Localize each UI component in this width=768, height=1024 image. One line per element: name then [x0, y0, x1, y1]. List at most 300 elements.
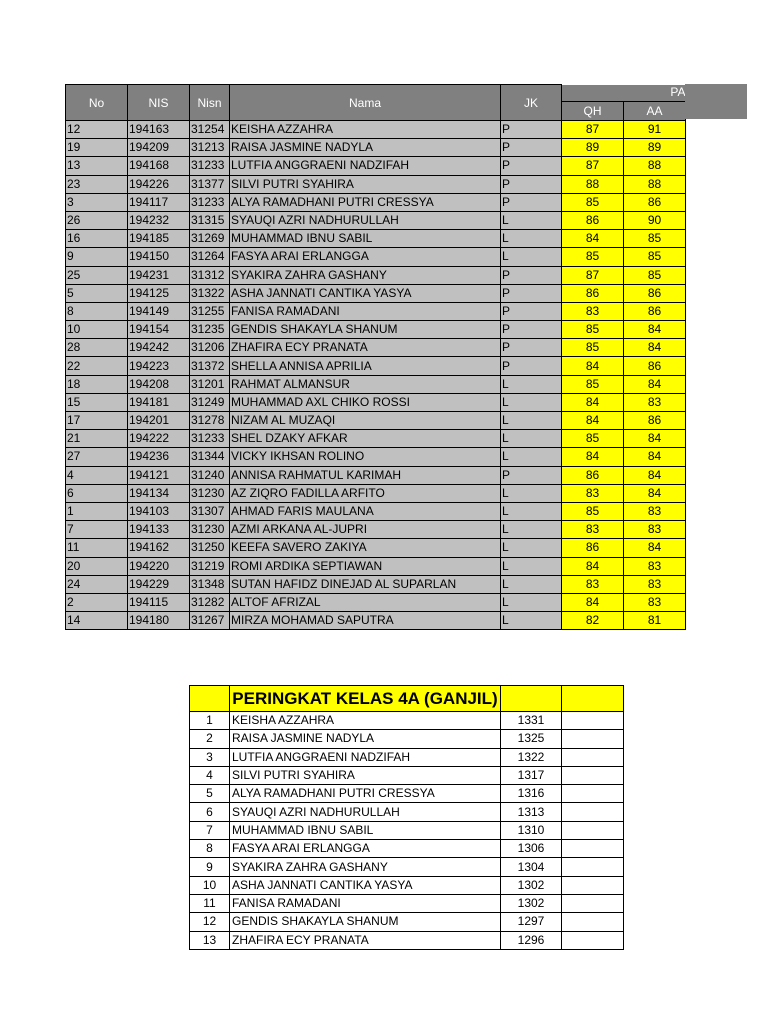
rank-name[interactable]: SYAUQI AZRI NADHURULLAH — [230, 803, 501, 821]
rank-extra[interactable] — [562, 858, 624, 876]
cell-jk[interactable]: P — [501, 193, 562, 211]
cell-qh[interactable]: 86 — [562, 539, 624, 557]
rank-name[interactable]: KEISHA AZZAHRA — [230, 712, 501, 730]
cell-nisn[interactable]: 31230 — [190, 484, 230, 502]
header-no[interactable]: No — [66, 85, 128, 121]
cell-qh[interactable]: 85 — [562, 321, 624, 339]
rank-name[interactable]: ASHA JANNATI CANTIKA YASYA — [230, 876, 501, 894]
cell-nis[interactable]: 194201 — [128, 412, 190, 430]
table-row[interactable] — [66, 575, 686, 593]
cell-nisn[interactable]: 31315 — [190, 211, 230, 229]
cell-nama[interactable]: VICKY IKHSAN ROLINO — [230, 448, 501, 466]
cell-nis[interactable]: 194226 — [128, 175, 190, 193]
cell-aa[interactable]: 83 — [624, 393, 686, 411]
table-row[interactable] — [66, 612, 686, 630]
rank-name[interactable]: RAISA JASMINE NADYLA — [230, 730, 501, 748]
cell-nis[interactable]: 194163 — [128, 121, 190, 139]
cell-no[interactable]: 2 — [66, 593, 128, 611]
rank-number[interactable]: 1 — [190, 712, 230, 730]
cell-no[interactable]: 12 — [66, 121, 128, 139]
cell-nama[interactable]: NIZAM AL MUZAQI — [230, 412, 501, 430]
cell-qh[interactable]: 82 — [562, 612, 624, 630]
cell-nis[interactable]: 194232 — [128, 211, 190, 229]
cell-nama[interactable]: ZHAFIRA ECY PRANATA — [230, 339, 501, 357]
cell-nis[interactable]: 194115 — [128, 593, 190, 611]
rank-name[interactable]: FASYA ARAI ERLANGGA — [230, 840, 501, 858]
rank-extra[interactable] — [562, 913, 624, 931]
rank-number[interactable]: 10 — [190, 876, 230, 894]
cell-nisn[interactable]: 31348 — [190, 575, 230, 593]
cell-nis[interactable]: 194125 — [128, 284, 190, 302]
cell-no[interactable]: 24 — [66, 575, 128, 593]
cell-nis[interactable]: 194220 — [128, 557, 190, 575]
cell-no[interactable]: 7 — [66, 521, 128, 539]
cell-nis[interactable]: 194150 — [128, 248, 190, 266]
cell-qh[interactable]: 87 — [562, 266, 624, 284]
ranking-row[interactable] — [190, 803, 624, 821]
cell-no[interactable]: 26 — [66, 211, 128, 229]
cell-nisn[interactable]: 31255 — [190, 302, 230, 320]
table-row[interactable] — [66, 139, 686, 157]
cell-nisn[interactable]: 31230 — [190, 521, 230, 539]
table-row[interactable] — [66, 284, 686, 302]
rank-number[interactable]: 9 — [190, 858, 230, 876]
cell-aa[interactable]: 81 — [624, 612, 686, 630]
rank-name[interactable]: LUTFIA ANGGRAENI NADZIFAH — [230, 748, 501, 766]
cell-jk[interactable]: L — [501, 393, 562, 411]
cell-jk[interactable]: P — [501, 175, 562, 193]
cell-jk[interactable]: L — [501, 375, 562, 393]
rank-name[interactable]: FANISA RAMADANI — [230, 894, 501, 912]
cell-nama[interactable]: ANNISA RAHMATUL KARIMAH — [230, 466, 501, 484]
cell-aa[interactable]: 85 — [624, 266, 686, 284]
cell-no[interactable]: 9 — [66, 248, 128, 266]
cell-nisn[interactable]: 31322 — [190, 284, 230, 302]
cell-nisn[interactable]: 31307 — [190, 502, 230, 520]
cell-no[interactable]: 11 — [66, 539, 128, 557]
table-row[interactable] — [66, 375, 686, 393]
cell-qh[interactable]: 85 — [562, 375, 624, 393]
cell-nama[interactable]: LUTFIA ANGGRAENI NADZIFAH — [230, 157, 501, 175]
cell-nisn[interactable]: 31254 — [190, 121, 230, 139]
rank-score[interactable]: 1316 — [501, 785, 562, 803]
rank-number[interactable]: 7 — [190, 821, 230, 839]
ranking-row[interactable] — [190, 712, 624, 730]
cell-nama[interactable]: SHELLA ANNISA APRILIA — [230, 357, 501, 375]
cell-no[interactable]: 4 — [66, 466, 128, 484]
cell-qh[interactable]: 84 — [562, 412, 624, 430]
cell-qh[interactable]: 85 — [562, 193, 624, 211]
cell-nama[interactable]: ASHA JANNATI CANTIKA YASYA — [230, 284, 501, 302]
header-nama[interactable]: Nama — [230, 85, 501, 121]
cell-nama[interactable]: ALTOF AFRIZAL — [230, 593, 501, 611]
cell-nis[interactable]: 194222 — [128, 430, 190, 448]
rank-number[interactable]: 2 — [190, 730, 230, 748]
cell-nama[interactable]: MIRZA MOHAMAD SAPUTRA — [230, 612, 501, 630]
table-row[interactable] — [66, 557, 686, 575]
cell-nama[interactable]: AZ ZIQRO FADILLA ARFITO — [230, 484, 501, 502]
cell-nama[interactable]: FASYA ARAI ERLANGGA — [230, 248, 501, 266]
cell-nisn[interactable]: 31249 — [190, 393, 230, 411]
cell-nisn[interactable]: 31233 — [190, 157, 230, 175]
cell-jk[interactable]: L — [501, 521, 562, 539]
cell-no[interactable]: 17 — [66, 412, 128, 430]
cell-aa[interactable]: 88 — [624, 175, 686, 193]
cell-nisn[interactable]: 31372 — [190, 357, 230, 375]
cell-jk[interactable]: L — [501, 557, 562, 575]
cell-nis[interactable]: 194117 — [128, 193, 190, 211]
header-qh[interactable]: QH — [562, 102, 624, 121]
cell-aa[interactable]: 83 — [624, 502, 686, 520]
ranking-row[interactable] — [190, 894, 624, 912]
rank-number[interactable]: 11 — [190, 894, 230, 912]
rank-number[interactable]: 6 — [190, 803, 230, 821]
cell-nis[interactable]: 194229 — [128, 575, 190, 593]
header-jk[interactable]: JK — [501, 85, 562, 121]
cell-no[interactable]: 5 — [66, 284, 128, 302]
cell-no[interactable]: 23 — [66, 175, 128, 193]
cell-nama[interactable]: RAISA JASMINE NADYLA — [230, 139, 501, 157]
cell-nama[interactable]: SYAUQI AZRI NADHURULLAH — [230, 211, 501, 229]
cell-aa[interactable]: 83 — [624, 575, 686, 593]
ranking-row[interactable] — [190, 876, 624, 894]
table-row[interactable] — [66, 502, 686, 520]
cell-nama[interactable]: KEISHA AZZAHRA — [230, 121, 501, 139]
table-row[interactable] — [66, 230, 686, 248]
rank-name[interactable]: MUHAMMAD IBNU SABIL — [230, 821, 501, 839]
cell-nisn[interactable]: 31213 — [190, 139, 230, 157]
rank-extra[interactable] — [562, 785, 624, 803]
cell-qh[interactable]: 86 — [562, 211, 624, 229]
cell-no[interactable]: 27 — [66, 448, 128, 466]
cell-nis[interactable]: 194209 — [128, 139, 190, 157]
rank-extra[interactable] — [562, 803, 624, 821]
cell-nisn[interactable]: 31233 — [190, 430, 230, 448]
cell-no[interactable]: 14 — [66, 612, 128, 630]
header-nisn[interactable]: Nisn — [190, 85, 230, 121]
rank-score[interactable]: 1313 — [501, 803, 562, 821]
table-row[interactable] — [66, 339, 686, 357]
rank-name[interactable]: GENDIS SHAKAYLA SHANUM — [230, 913, 501, 931]
cell-qh[interactable]: 83 — [562, 302, 624, 320]
cell-aa[interactable]: 91 — [624, 121, 686, 139]
cell-qh[interactable]: 85 — [562, 248, 624, 266]
header-nis[interactable]: NIS — [128, 85, 190, 121]
cell-aa[interactable]: 86 — [624, 302, 686, 320]
rank-extra[interactable] — [562, 766, 624, 784]
cell-aa[interactable]: 84 — [624, 448, 686, 466]
cell-jk[interactable]: L — [501, 593, 562, 611]
cell-no[interactable]: 3 — [66, 193, 128, 211]
cell-nis[interactable]: 194231 — [128, 266, 190, 284]
rank-score[interactable]: 1297 — [501, 913, 562, 931]
table-row[interactable] — [66, 430, 686, 448]
cell-nama[interactable]: SUTAN HAFIDZ DINEJAD AL SUPARLAN — [230, 575, 501, 593]
cell-jk[interactable]: L — [501, 575, 562, 593]
table-row[interactable] — [66, 193, 686, 211]
cell-qh[interactable]: 88 — [562, 175, 624, 193]
rank-extra[interactable] — [562, 712, 624, 730]
cell-jk[interactable]: L — [501, 230, 562, 248]
rank-score[interactable]: 1302 — [501, 894, 562, 912]
cell-jk[interactable]: P — [501, 139, 562, 157]
cell-jk[interactable]: L — [501, 248, 562, 266]
cell-nis[interactable]: 194223 — [128, 357, 190, 375]
ranking-row[interactable] — [190, 821, 624, 839]
cell-nisn[interactable]: 31264 — [190, 248, 230, 266]
rank-score[interactable]: 1331 — [501, 712, 562, 730]
cell-aa[interactable]: 90 — [624, 211, 686, 229]
table-row[interactable] — [66, 302, 686, 320]
cell-aa[interactable]: 84 — [624, 375, 686, 393]
cell-no[interactable]: 21 — [66, 430, 128, 448]
cell-no[interactable]: 16 — [66, 230, 128, 248]
table-row[interactable] — [66, 211, 686, 229]
rank-name[interactable]: ZHAFIRA ECY PRANATA — [230, 931, 501, 949]
cell-jk[interactable]: L — [501, 502, 562, 520]
ranking-row[interactable] — [190, 730, 624, 748]
cell-qh[interactable]: 89 — [562, 139, 624, 157]
cell-jk[interactable]: P — [501, 157, 562, 175]
cell-aa[interactable]: 83 — [624, 557, 686, 575]
cell-nis[interactable]: 194149 — [128, 302, 190, 320]
ranking-row[interactable] — [190, 766, 624, 784]
cell-qh[interactable]: 83 — [562, 521, 624, 539]
cell-nama[interactable]: AHMAD FARIS MAULANA — [230, 502, 501, 520]
cell-nama[interactable]: ROMI ARDIKA SEPTIAWAN — [230, 557, 501, 575]
rank-number[interactable]: 5 — [190, 785, 230, 803]
cell-nama[interactable]: SILVI PUTRI SYAHIRA — [230, 175, 501, 193]
rank-score[interactable]: 1317 — [501, 766, 562, 784]
cell-qh[interactable]: 84 — [562, 393, 624, 411]
table-row[interactable] — [66, 357, 686, 375]
rank-score[interactable]: 1296 — [501, 931, 562, 949]
cell-aa[interactable]: 84 — [624, 539, 686, 557]
class-ranking-table — [189, 685, 624, 950]
rank-extra[interactable] — [562, 730, 624, 748]
cell-nis[interactable]: 194208 — [128, 375, 190, 393]
cell-jk[interactable]: L — [501, 412, 562, 430]
cell-aa[interactable]: 88 — [624, 157, 686, 175]
cell-no[interactable]: 25 — [66, 266, 128, 284]
cell-aa[interactable]: 84 — [624, 466, 686, 484]
cell-no[interactable]: 19 — [66, 139, 128, 157]
cell-nama[interactable]: FANISA RAMADANI — [230, 302, 501, 320]
cell-jk[interactable]: P — [501, 121, 562, 139]
cell-nis[interactable]: 194181 — [128, 393, 190, 411]
cell-aa[interactable]: 84 — [624, 321, 686, 339]
table-row[interactable] — [66, 448, 686, 466]
cell-nisn[interactable]: 31201 — [190, 375, 230, 393]
cell-nama[interactable]: RAHMAT ALMANSUR — [230, 375, 501, 393]
cell-nis[interactable]: 194236 — [128, 448, 190, 466]
cell-nisn[interactable]: 31233 — [190, 193, 230, 211]
table-row[interactable] — [66, 393, 686, 411]
rank-extra[interactable] — [562, 894, 624, 912]
cell-nama[interactable]: KEEFA SAVERO ZAKIYA — [230, 539, 501, 557]
cell-no[interactable]: 1 — [66, 502, 128, 520]
cell-no[interactable]: 8 — [66, 302, 128, 320]
header-group[interactable]: PA — [562, 85, 686, 102]
cell-nis[interactable]: 194154 — [128, 321, 190, 339]
table-row[interactable] — [66, 521, 686, 539]
ranking-row[interactable] — [190, 748, 624, 766]
cell-qh[interactable]: 85 — [562, 339, 624, 357]
cell-nis[interactable]: 194133 — [128, 521, 190, 539]
cell-nisn[interactable]: 31267 — [190, 612, 230, 630]
rank-number[interactable]: 13 — [190, 931, 230, 949]
cell-nisn[interactable]: 31240 — [190, 466, 230, 484]
cell-aa[interactable]: 86 — [624, 412, 686, 430]
cell-aa[interactable]: 86 — [624, 357, 686, 375]
table-row[interactable] — [66, 539, 686, 557]
header-aa[interactable]: AA — [624, 102, 686, 121]
table-row[interactable] — [66, 175, 686, 193]
cell-jk[interactable]: P — [501, 357, 562, 375]
cell-nis[interactable]: 194103 — [128, 502, 190, 520]
cell-nisn[interactable]: 31269 — [190, 230, 230, 248]
cell-aa[interactable]: 83 — [624, 521, 686, 539]
rank-name[interactable]: SYAKIRA ZAHRA GASHANY — [230, 858, 501, 876]
cell-qh[interactable]: 83 — [562, 575, 624, 593]
cell-qh[interactable]: 87 — [562, 121, 624, 139]
table-row[interactable] — [66, 121, 686, 139]
cell-jk[interactable]: L — [501, 211, 562, 229]
table-row[interactable] — [66, 412, 686, 430]
table-row[interactable] — [66, 248, 686, 266]
cell-nisn[interactable]: 31312 — [190, 266, 230, 284]
table-row[interactable] — [66, 484, 686, 502]
student-grades-table — [65, 84, 686, 630]
cell-nama[interactable]: AZMI ARKANA AL-JUPRI — [230, 521, 501, 539]
cell-nama[interactable]: GENDIS SHAKAYLA SHANUM — [230, 321, 501, 339]
cell-jk[interactable]: P — [501, 266, 562, 284]
cell-qh[interactable]: 84 — [562, 357, 624, 375]
rank-score[interactable]: 1322 — [501, 748, 562, 766]
cell-jk[interactable]: L — [501, 539, 562, 557]
rank-number[interactable]: 3 — [190, 748, 230, 766]
cell-jk[interactable]: P — [501, 284, 562, 302]
cell-aa[interactable]: 86 — [624, 193, 686, 211]
rank-score[interactable]: 1302 — [501, 876, 562, 894]
cell-qh[interactable]: 84 — [562, 557, 624, 575]
ranking-row[interactable] — [190, 840, 624, 858]
cell-jk[interactable]: P — [501, 321, 562, 339]
rank-extra[interactable] — [562, 821, 624, 839]
cell-jk[interactable]: P — [501, 302, 562, 320]
rank-score[interactable]: 1304 — [501, 858, 562, 876]
cell-nama[interactable]: MUHAMMAD AXL CHIKO ROSSI — [230, 393, 501, 411]
table-row[interactable] — [66, 593, 686, 611]
cell-qh[interactable]: 86 — [562, 284, 624, 302]
cell-nis[interactable]: 194168 — [128, 157, 190, 175]
rank-score[interactable]: 1325 — [501, 730, 562, 748]
cell-jk[interactable]: P — [501, 466, 562, 484]
cell-no[interactable]: 28 — [66, 339, 128, 357]
ranking-row[interactable] — [190, 931, 624, 949]
cell-qh[interactable]: 85 — [562, 430, 624, 448]
cell-nama[interactable]: SYAKIRA ZAHRA GASHANY — [230, 266, 501, 284]
cell-jk[interactable]: L — [501, 612, 562, 630]
cell-jk[interactable]: L — [501, 484, 562, 502]
cell-nis[interactable]: 194121 — [128, 466, 190, 484]
cell-aa[interactable]: 84 — [624, 339, 686, 357]
cell-no[interactable]: 15 — [66, 393, 128, 411]
cell-nis[interactable]: 194162 — [128, 539, 190, 557]
cell-nisn[interactable]: 31377 — [190, 175, 230, 193]
cell-aa[interactable]: 89 — [624, 139, 686, 157]
cell-qh[interactable]: 84 — [562, 230, 624, 248]
rank-name[interactable]: ALYA RAMADHANI PUTRI CRESSYA — [230, 785, 501, 803]
cell-nisn[interactable]: 31250 — [190, 539, 230, 557]
cell-nis[interactable]: 194180 — [128, 612, 190, 630]
table-row[interactable] — [66, 321, 686, 339]
cell-nisn[interactable]: 31206 — [190, 339, 230, 357]
cell-aa[interactable]: 83 — [624, 593, 686, 611]
cell-no[interactable]: 13 — [66, 157, 128, 175]
ranking-row[interactable] — [190, 858, 624, 876]
rank-extra[interactable] — [562, 931, 624, 949]
cell-qh[interactable]: 84 — [562, 593, 624, 611]
cell-nis[interactable]: 194242 — [128, 339, 190, 357]
ranking-row[interactable] — [190, 913, 624, 931]
cell-qh[interactable]: 87 — [562, 157, 624, 175]
cell-nis[interactable]: 194185 — [128, 230, 190, 248]
cell-nisn[interactable]: 31235 — [190, 321, 230, 339]
cell-nisn[interactable]: 31278 — [190, 412, 230, 430]
cell-jk[interactable]: L — [501, 430, 562, 448]
cell-nisn[interactable]: 31219 — [190, 557, 230, 575]
cell-no[interactable]: 10 — [66, 321, 128, 339]
table-row[interactable] — [66, 266, 686, 284]
cell-aa[interactable]: 84 — [624, 430, 686, 448]
rank-number[interactable]: 8 — [190, 840, 230, 858]
rank-number[interactable]: 12 — [190, 913, 230, 931]
rank-extra[interactable] — [562, 748, 624, 766]
cell-aa[interactable]: 86 — [624, 284, 686, 302]
cell-qh[interactable]: 84 — [562, 448, 624, 466]
cell-aa[interactable]: 85 — [624, 248, 686, 266]
rank-extra[interactable] — [562, 840, 624, 858]
ranking-row[interactable] — [190, 785, 624, 803]
cell-jk[interactable]: P — [501, 339, 562, 357]
table-row[interactable] — [66, 466, 686, 484]
rank-extra[interactable] — [562, 876, 624, 894]
rank-score[interactable]: 1306 — [501, 840, 562, 858]
cell-jk[interactable]: L — [501, 448, 562, 466]
cell-no[interactable]: 22 — [66, 357, 128, 375]
ranking-title: PERINGKAT KELAS 4A (GANJIL) — [230, 686, 501, 712]
cell-qh[interactable]: 83 — [562, 484, 624, 502]
table-row[interactable] — [66, 157, 686, 175]
rank-number[interactable]: 4 — [190, 766, 230, 784]
cell-no[interactable]: 20 — [66, 557, 128, 575]
cell-aa[interactable]: 84 — [624, 484, 686, 502]
cell-no[interactable]: 18 — [66, 375, 128, 393]
cell-nis[interactable]: 194134 — [128, 484, 190, 502]
rank-score[interactable]: 1310 — [501, 821, 562, 839]
rank-name[interactable]: SILVI PUTRI SYAHIRA — [230, 766, 501, 784]
cell-nama[interactable]: ALYA RAMADHANI PUTRI CRESSYA — [230, 193, 501, 211]
cell-nama[interactable]: SHEL DZAKY AFKAR — [230, 430, 501, 448]
cell-nisn[interactable]: 31282 — [190, 593, 230, 611]
cell-qh[interactable]: 85 — [562, 502, 624, 520]
cell-qh[interactable]: 86 — [562, 466, 624, 484]
cell-nama[interactable]: MUHAMMAD IBNU SABIL — [230, 230, 501, 248]
cell-nisn[interactable]: 31344 — [190, 448, 230, 466]
cell-aa[interactable]: 85 — [624, 230, 686, 248]
cell-no[interactable]: 6 — [66, 484, 128, 502]
